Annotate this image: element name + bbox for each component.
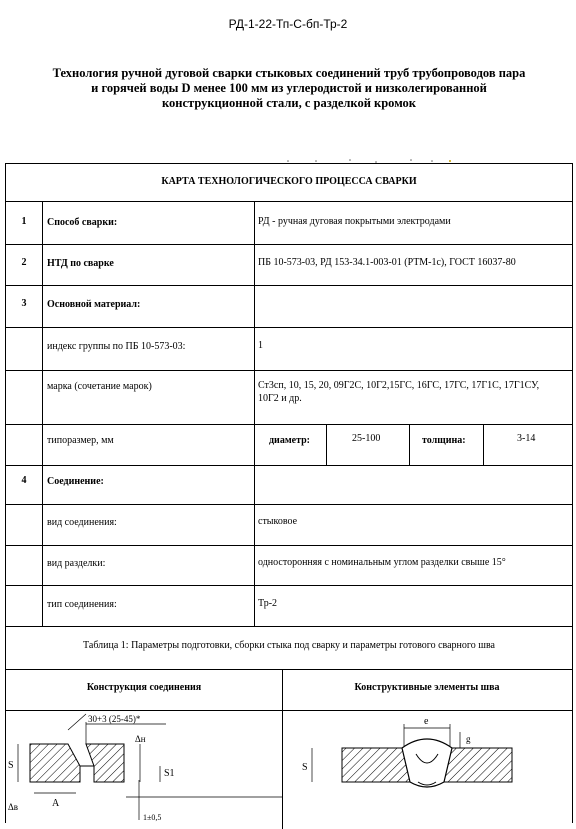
document-code: РД-1-22-Тп-С-бп-Тр-2 <box>228 17 348 31</box>
row-label-base-material: Основной материал: <box>47 299 141 310</box>
card-title: КАРТА ТЕХНОЛОГИЧЕСКОГО ПРОЦЕССА СВАРКИ <box>161 176 417 187</box>
row-value-welding-method: РД - ручная дуговая покрытыми электродами <box>258 216 451 227</box>
row-label-group-index: индекс группы по ПБ 10-573-03: <box>47 341 186 352</box>
title-line: конструкционной стали, с разделкой кромок <box>161 96 416 110</box>
row-value-ntd: ПБ 10-573-03, РД 153-34.1-003-01 (РТМ-1с), ГОСТ 16037-80 <box>258 257 516 268</box>
row-label-joint-kind: вид соединения: <box>47 517 117 528</box>
title-line: и горячей воды D менее 100 мм из углеродистой и низколегированной <box>91 81 487 95</box>
process-card <box>5 163 573 823</box>
steel-grade-line: Ст3сп, 10, 15, 20, 09Г2С, 10Г2,15ГС, 16ГС, 17ГС, 17Г1С, 17Г1СУ, <box>258 380 540 391</box>
row-number: 4 <box>21 475 27 486</box>
row-value-joint-type: Тр-2 <box>258 598 278 609</box>
gap-dimension: 1±0,5 <box>143 813 162 822</box>
row-label-ntd: НТД по сварке <box>47 258 114 269</box>
s-dimension: S <box>8 760 14 771</box>
steel-grade-line: 10Г2 и др. <box>258 393 302 404</box>
row-value-joint-kind: стыковое <box>258 516 298 527</box>
s1-dimension: S1 <box>164 768 175 779</box>
column-header-joint-design: Конструкция соединения <box>86 682 202 693</box>
row-number: 3 <box>21 298 27 309</box>
angle-dimension: 30+3 (25-45)* <box>88 714 141 724</box>
dh-dimension: Δн <box>135 734 146 744</box>
row-label-groove: вид разделки: <box>47 558 106 569</box>
diameter-label: диаметр: <box>269 435 310 446</box>
joint-design-drawing <box>6 710 282 825</box>
row-number: 2 <box>21 257 27 268</box>
row-value-groove: односторонняя с номинальным углом разделки свыше 15° <box>258 557 506 568</box>
db-dimension: Δв <box>8 802 19 812</box>
row-label-welding-method: Способ сварки: <box>47 217 118 228</box>
document-title <box>6 66 572 111</box>
column-header-weld-elements: Конструктивные элементы шва <box>354 682 500 693</box>
table-caption: Таблица 1: Параметры подготовки, сборки стыка под сварку и параметры готового сварного шва <box>83 640 495 651</box>
a-dimension: A <box>52 798 60 809</box>
row-label-joint: Соединение: <box>47 476 104 487</box>
row-value-group-index: 1 <box>258 340 263 351</box>
g-dimension: g <box>466 734 471 744</box>
title-line: Технология ручной дуговой сварки стыковых соединений труб трубопроводов пара <box>52 66 526 80</box>
diameter-value: 25-100 <box>352 433 381 444</box>
e-dimension: e <box>424 716 429 727</box>
row-label-size: типоразмер, мм <box>47 435 114 446</box>
row-label-steel-grade: марка (сочетание марок) <box>47 381 152 392</box>
row-label-joint-type: тип соединения: <box>47 599 117 610</box>
s-dimension-right: S <box>302 762 308 773</box>
row-value-steel-grade <box>258 379 572 405</box>
row-number: 1 <box>21 216 27 227</box>
weld-elements-drawing <box>282 710 572 825</box>
thickness-value: 3-14 <box>517 433 536 444</box>
thickness-label: толщина: <box>422 435 466 446</box>
